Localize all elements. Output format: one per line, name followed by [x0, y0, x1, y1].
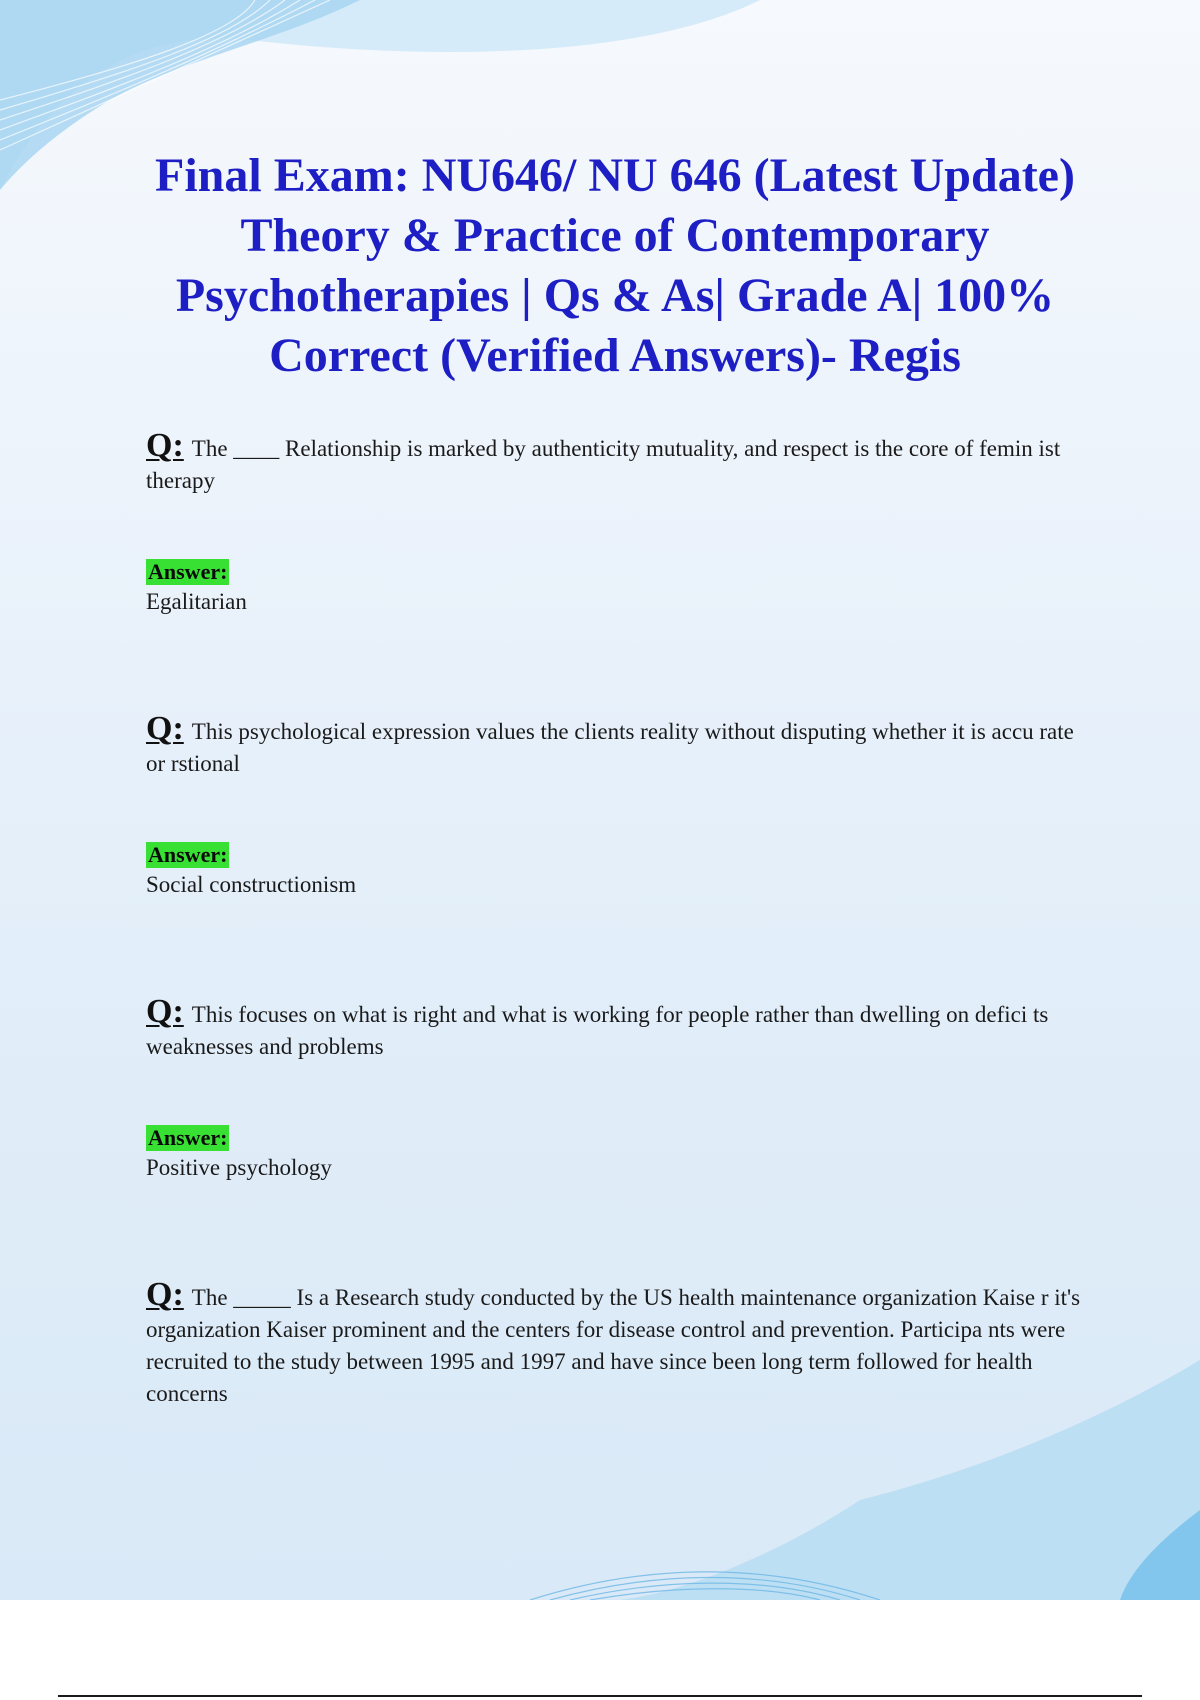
question [146, 993, 1088, 1063]
question-text: This psychological expression values the clients reality without disputing whether it is accu rate or rstional [146, 719, 1074, 776]
question [146, 710, 1088, 780]
question-marker: Q: [146, 993, 184, 1030]
question-marker: Q: [146, 1276, 184, 1313]
question-text: This focuses on what is right and what is working for people rather than dwelling on defici ts weaknesses and problems [146, 1002, 1049, 1059]
answer-label: Answer: [148, 1125, 228, 1150]
answer-block [146, 842, 1088, 900]
qa-item-3 [146, 993, 1088, 1183]
question-marker: Q: [146, 427, 184, 464]
question-marker: Q: [146, 710, 184, 747]
answer-text: Egalitarian [146, 589, 247, 614]
document-title: Final Exam: NU646/ NU 646 (Latest Update) Theory & Practice of Contemporary Psychotherapies | Qs & As| Grade A| 100% Correct (Verified Answers)- Regis [155, 149, 1075, 382]
answer-label: Answer: [148, 842, 228, 867]
question-text: The _____ Is a Research study conducted by the US health maintenance organization Kaise r it's organization Kaiser prominent and the centers for disease control and prevention. Participa nts were recruited to the study between 1995 and 1997 and have since been long term followed for health concerns [146, 1285, 1081, 1406]
answer-block [146, 559, 1088, 617]
answer-text: Social constructionism [146, 872, 357, 897]
qa-item-2 [146, 710, 1088, 900]
answer-text: Positive psychology [146, 1155, 332, 1180]
footer-divider [58, 1695, 1142, 1697]
question-text: The ____ Relationship is marked by authenticity mutuality, and respect is the core of femin ist therapy [146, 436, 1061, 493]
question [146, 427, 1088, 497]
answer-block [146, 1125, 1088, 1183]
qa-item-1 [146, 427, 1088, 617]
qa-item-4 [146, 1276, 1088, 1410]
answer-label: Answer: [148, 559, 228, 584]
question [146, 1276, 1088, 1410]
